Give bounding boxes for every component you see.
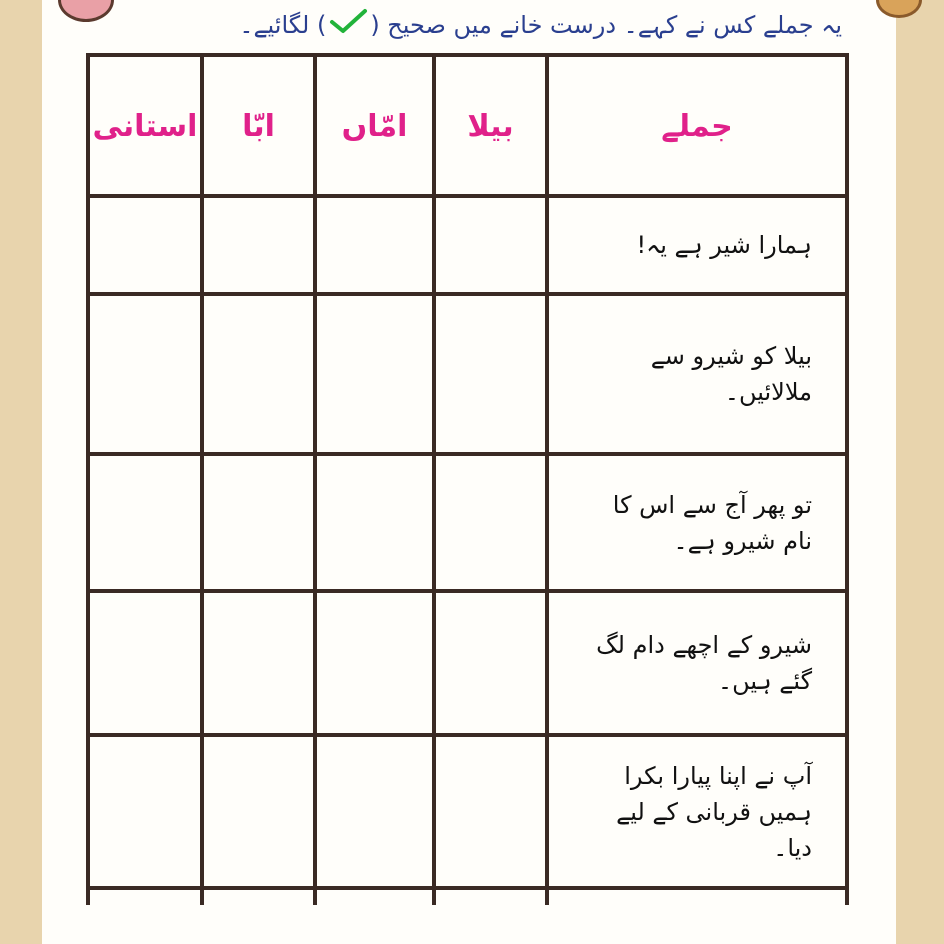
check-mark-icon (328, 3, 368, 49)
sentence-cell-2 (552, 296, 842, 452)
sentence-cell-5 (552, 737, 842, 886)
header-ammaan: امّاں (341, 108, 408, 144)
sentence-cell-1 (552, 198, 842, 292)
answer-cell-row4-ammaan[interactable] (317, 593, 432, 733)
sentence-cell-4 (552, 593, 842, 733)
answer-cell-row5-ammaan[interactable] (317, 737, 432, 886)
header-abba: ابّا (242, 108, 275, 144)
answer-cell-row3-ammaan[interactable] (317, 456, 432, 589)
answer-cell-row2-ustaani[interactable] (90, 296, 200, 452)
header-sentences: جملے (661, 108, 733, 144)
answer-cell-row4-bela[interactable] (436, 593, 545, 733)
answer-cell-row3-ustaani[interactable] (90, 456, 200, 589)
answer-cell-row2-bela[interactable] (436, 296, 545, 452)
sentence-text: ہمارا شیر ہے یہ! (636, 231, 812, 259)
sentence-text: شیرو کے اچھے دام لگ گئے ہیں۔ (596, 631, 812, 695)
instruction-text (92, 2, 842, 48)
answer-cell-row5-ustaani[interactable] (90, 737, 200, 886)
answer-cell-row3-bela[interactable] (436, 456, 545, 589)
answer-cell-row1-ammaan[interactable] (317, 198, 432, 292)
answer-cell-row4-abba[interactable] (204, 593, 313, 733)
answer-cell-row2-abba[interactable] (204, 296, 313, 452)
answer-cell-row1-ustaani[interactable] (90, 198, 200, 292)
answer-cell-row3-abba[interactable] (204, 456, 313, 589)
instruction-text-before: یہ جملے کس نے کہے۔ درست خانے میں صحیح ( (370, 11, 842, 39)
header-ustaani: استانی (92, 108, 198, 144)
answer-cell-row4-ustaani[interactable] (90, 593, 200, 733)
sentence-text: آپ نے اپنا پیارا بکرا ہمیں قربانی کے لیے دیا۔ (616, 761, 812, 862)
header-bela: بیلا (467, 108, 514, 144)
answer-cell-row1-abba[interactable] (204, 198, 313, 292)
answer-cell-row5-abba[interactable] (204, 737, 313, 886)
answer-cell-row2-ammaan[interactable] (317, 296, 432, 452)
table-border-right (845, 53, 849, 905)
answer-cell-row5-bela[interactable] (436, 737, 545, 886)
sentence-cell-3 (552, 456, 842, 589)
sentence-text: تو پھر آج سے اس کا نام شیرو ہے۔ (612, 490, 812, 555)
sentence-text: بیلا کو شیرو سے ملالائیں۔ (650, 342, 812, 406)
instruction-text-after: ) لگائیے۔ (239, 11, 327, 39)
answer-cell-row1-bela[interactable] (436, 198, 545, 292)
